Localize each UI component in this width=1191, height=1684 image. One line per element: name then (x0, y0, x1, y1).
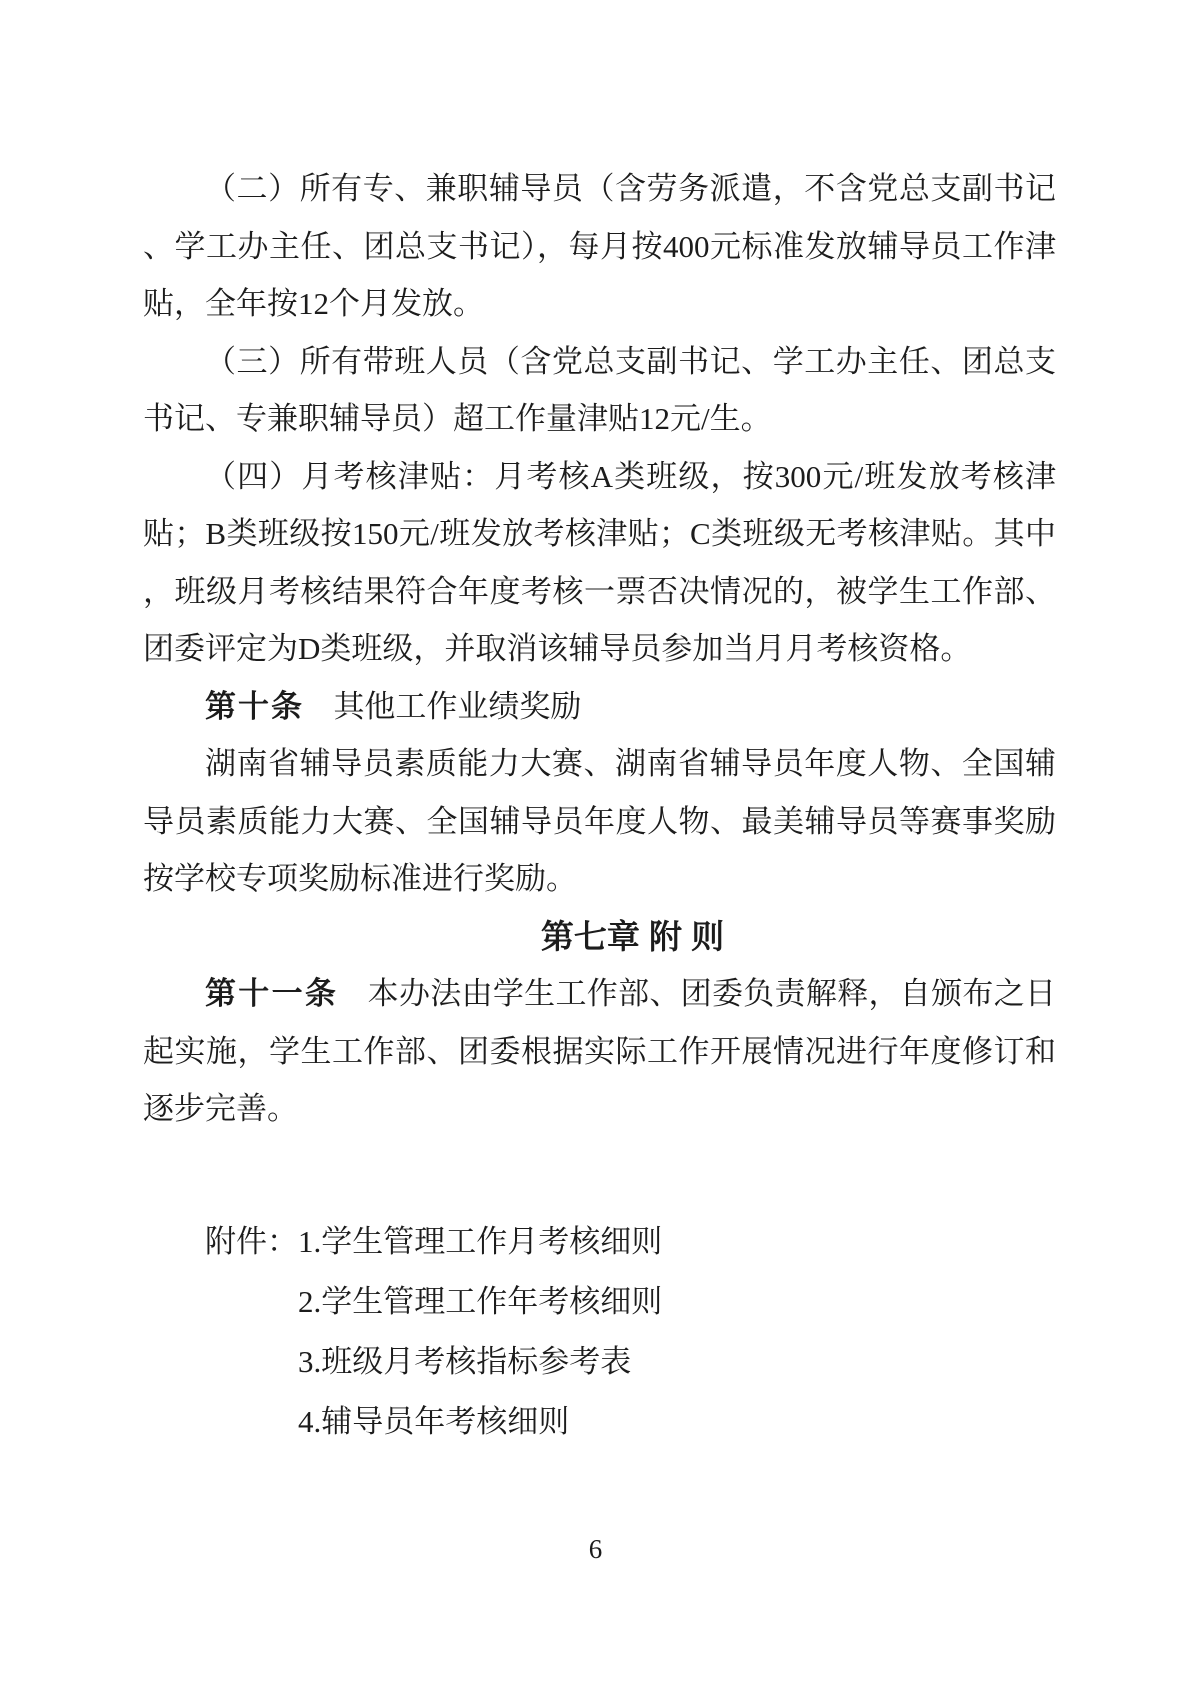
clause-article-10 (143, 678, 1056, 736)
attachments-label: 附件： (205, 1223, 298, 1259)
attachment-item: 2.学生管理工作年考核细则 (298, 1283, 663, 1319)
attachment-item: 3.班级月考核指标参考表 (298, 1343, 632, 1379)
attachment-item: 1.学生管理工作月考核细则 (298, 1223, 663, 1259)
clause-article-10-title: 其他工作业绩奖励 (333, 688, 582, 724)
attachments-list (298, 1212, 662, 1452)
paragraph-item-4: （四）月考核津贴：月考核A类班级，按300元/班发放考核津贴；B类班级按150元/班发放考核津贴；C类班级无考核津贴。其中，班级月考核结果符合年度考核一票否决情况的，被学生工作部、团委评定为D类班级，并取消该辅导员参加当月月考核资格。 (143, 458, 1056, 666)
attachment-item: 4.辅导员年考核细则 (298, 1403, 570, 1439)
page-number: 6 (588, 1534, 603, 1564)
paragraph-item-2: （二）所有专、兼职辅导员（含劳务派遣，不含党总支副书记、学工办主任、团总支书记），每月按400元标准发放辅导员工作津贴，全年按12个月发放。 (143, 171, 1056, 321)
clause-article-11-number: 第十一条 (205, 976, 339, 1011)
attachments-block (143, 1212, 1056, 1452)
document-body (143, 160, 1056, 1452)
chapter-heading: 第七章 附 则 (540, 917, 725, 955)
paragraph-item-3: （三）所有带班人员（含党总支副书记、学工办主任、团总支书记、专兼职辅导员）超工作量津贴12元/生。 (143, 343, 1056, 436)
clause-article-11-text: 本办法由学生工作部、团委负责解释，自颁布之日起实施，学生工作部、团委根据实际工作开展情况进行年度修订和逐步完善。 (143, 976, 1057, 1126)
clause-article-10-number: 第十条 (205, 688, 304, 724)
clause-article-11 (143, 965, 1056, 1138)
paragraph-awards: 湖南省辅导员素质能力大赛、湖南省辅导员年度人物、全国辅导员素质能力大赛、全国辅导员年度人物、最美辅导员等赛事奖励按学校专项奖励标准进行奖励。 (143, 746, 1056, 896)
